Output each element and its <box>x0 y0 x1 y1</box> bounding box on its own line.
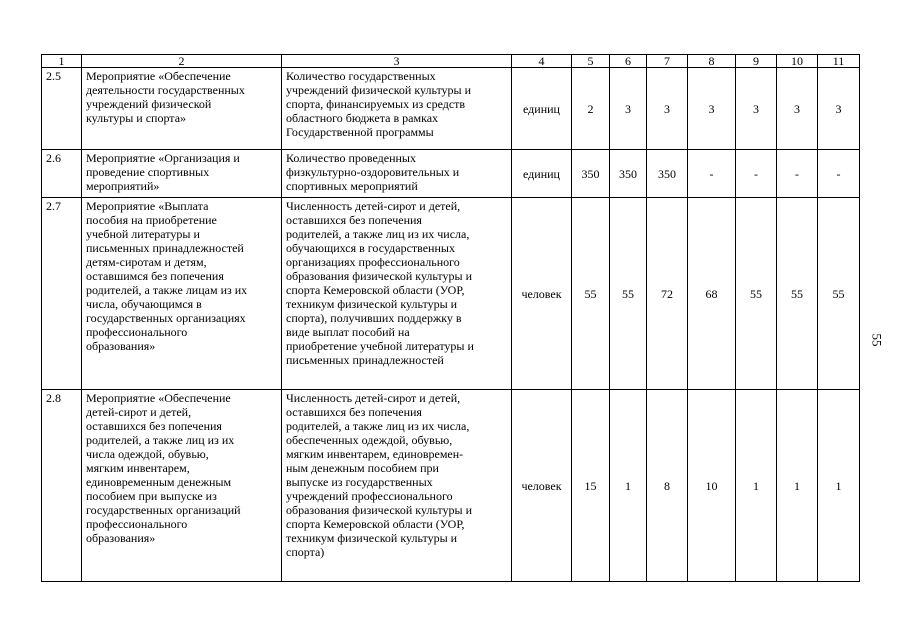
value-cell: 3 <box>777 68 818 150</box>
value-cell: 8 <box>647 390 688 582</box>
header-cell: 7 <box>647 55 688 68</box>
header-cell: 8 <box>688 55 736 68</box>
header-row <box>42 55 860 68</box>
indicator-cell: Количество государственных учреждений физической культуры и спорта, финансируемых из средств областного бюджета в рамках Государственной программы <box>282 68 512 150</box>
value-cell: 55 <box>572 198 610 390</box>
indicators-table <box>41 54 860 582</box>
value-cell: - <box>777 150 818 198</box>
header-cell: 3 <box>282 55 512 68</box>
page-number: 55 <box>869 333 885 347</box>
value-cell: - <box>736 150 777 198</box>
value-cell: 1 <box>736 390 777 582</box>
unit-cell: человек <box>512 198 572 390</box>
value-cell: 3 <box>688 68 736 150</box>
row-id: 2.8 <box>42 390 82 582</box>
value-cell: - <box>688 150 736 198</box>
value-cell: 3 <box>647 68 688 150</box>
header-cell: 1 <box>42 55 82 68</box>
value-cell: 3 <box>736 68 777 150</box>
indicator-cell: Численность детей-сирот и детей, оставшихся без попечения родителей, а также лиц из их числа, обеспеченных одеждой, обувью, мягким инвентарем, единовремен- ным денежным пособием при выпуске из государственных учреждений профессионального образования физической культуры и спорта Кемеровской области (УОР, техникум физической культуры и спорта) <box>282 390 512 582</box>
value-cell: 1 <box>818 390 860 582</box>
unit-cell: единиц <box>512 68 572 150</box>
value-cell: 68 <box>688 198 736 390</box>
unit-cell: человек <box>512 390 572 582</box>
value-cell: 350 <box>647 150 688 198</box>
value-cell: 55 <box>610 198 647 390</box>
value-cell: 10 <box>688 390 736 582</box>
value-cell: 55 <box>736 198 777 390</box>
header-cell: 11 <box>818 55 860 68</box>
row-id: 2.6 <box>42 150 82 198</box>
measure-cell: Мероприятие «Выплата пособия на приобретение учебной литературы и письменных принадлежностей детям-сиротам и детям, оставшимся без попечения родителей, а также лицам из их числа, обучающимся в государственных организациях профессионального образования» <box>82 198 282 390</box>
value-cell: 55 <box>777 198 818 390</box>
table-row <box>42 198 860 390</box>
header-cell: 5 <box>572 55 610 68</box>
header-cell: 6 <box>610 55 647 68</box>
indicator-cell: Численность детей-сирот и детей, оставшихся без попечения родителей, а также лиц из их числа, обучающихся в государственных организациях профессионального образования физической культуры и спорта Кемеровской области (УОР, техникум физической культуры и спорта), получивших поддержку в виде выплат пособий на приобретение учебной литературы и письменных принадлежностей <box>282 198 512 390</box>
value-cell: 72 <box>647 198 688 390</box>
value-cell: 2 <box>572 68 610 150</box>
row-id: 2.5 <box>42 68 82 150</box>
value-cell: 350 <box>610 150 647 198</box>
value-cell: 55 <box>818 198 860 390</box>
indicator-cell: Количество проведенных физкультурно-оздоровительных и спортивных мероприятий <box>282 150 512 198</box>
table-row <box>42 150 860 198</box>
table-row <box>42 390 860 582</box>
value-cell: 350 <box>572 150 610 198</box>
measure-cell: Мероприятие «Обеспечение деятельности государственных учреждений физической культуры и спорта» <box>82 68 282 150</box>
value-cell: 3 <box>610 68 647 150</box>
unit-cell: единиц <box>512 150 572 198</box>
header-cell: 9 <box>736 55 777 68</box>
value-cell: 1 <box>610 390 647 582</box>
value-cell: 1 <box>777 390 818 582</box>
value-cell: - <box>818 150 860 198</box>
row-id: 2.7 <box>42 198 82 390</box>
measure-cell: Мероприятие «Организация и проведение спортивных мероприятий» <box>82 150 282 198</box>
header-cell: 10 <box>777 55 818 68</box>
measure-cell: Мероприятие «Обеспечение детей-сирот и детей, оставшихся без попечения родителей, а также лиц из их числа одеждой, обувью, мягким инвентарем, единовременным денежным пособием при выпуске из государственных организаций профессионального образования» <box>82 390 282 582</box>
table-row <box>42 68 860 150</box>
header-cell: 4 <box>512 55 572 68</box>
value-cell: 3 <box>818 68 860 150</box>
value-cell: 15 <box>572 390 610 582</box>
header-cell: 2 <box>82 55 282 68</box>
